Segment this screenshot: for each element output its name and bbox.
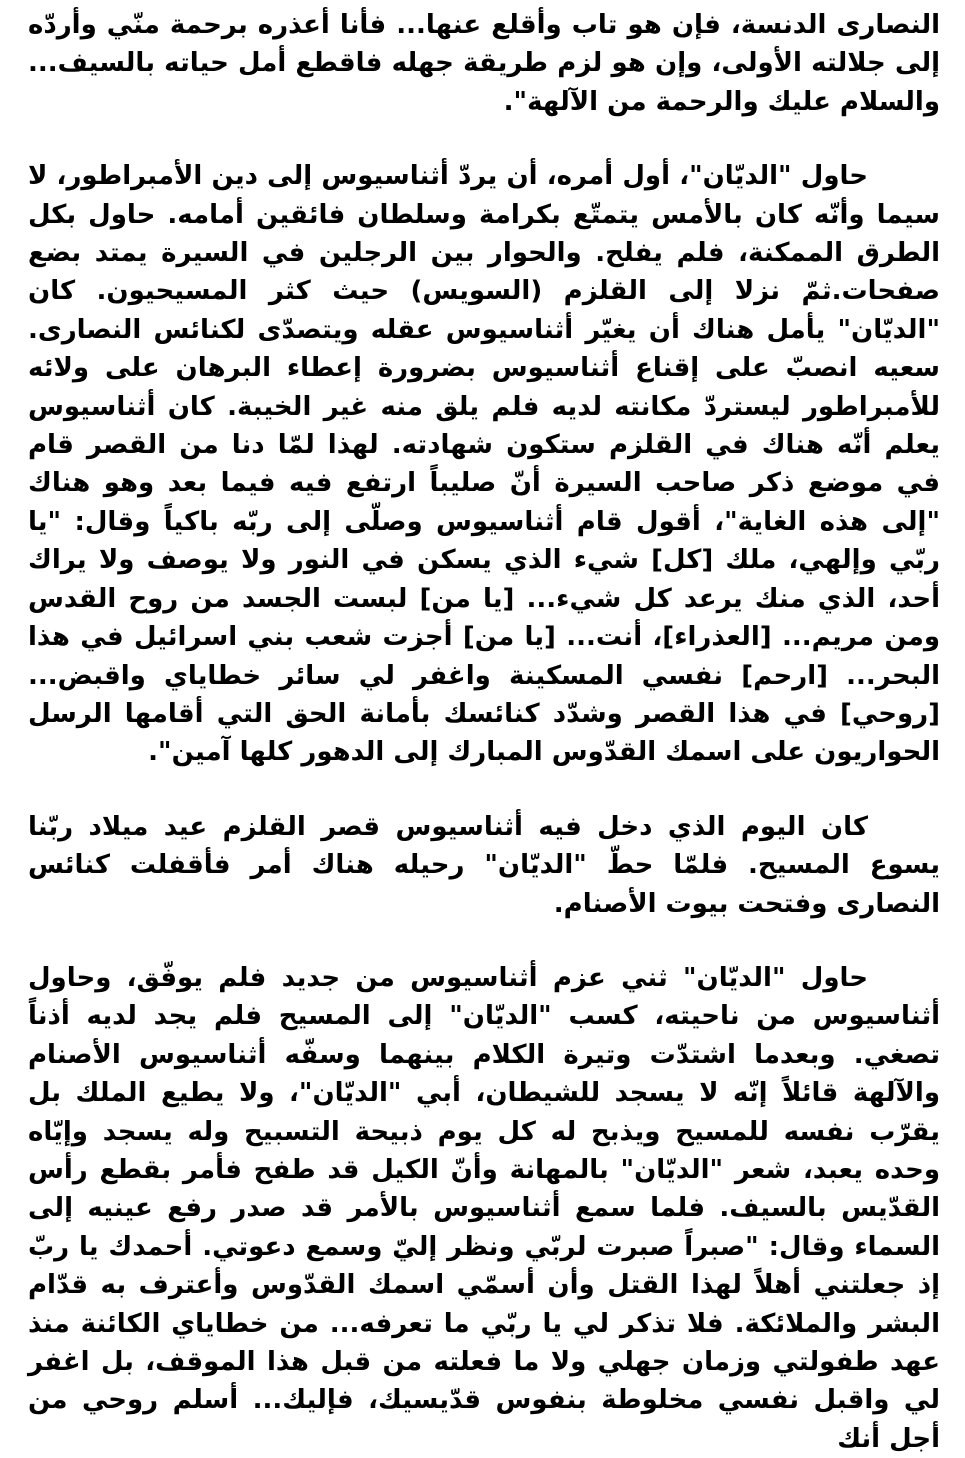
paragraph-gap bbox=[28, 121, 940, 157]
document-page bbox=[28, 6, 940, 1458]
paragraph-4: حاول "الديّان" ثني عزم أثناسيوس من جديد فلم يوفّق، وحاول أثناسيوس من ناحيته، كسب "الديّان" إلى المسيح فلم يجد لديه أذناً تصغي. وبعدما اشتدّت وتيرة الكلام بينهما وسفّه أثناسيوس الأصنام والآلهة قائلاً إنّه لا يسجد للشيطان، أبي "الديّان"، ولا يطيع الملك بل يقرّب نفسه للمسيح ويذبح له كل يوم ذبيحة التسبيح وله يسجد وإيّاه وحده يعبد، شعر "الديّان" بالمهانة وأنّ الكيل قد طفح فأمر بقطع رأس القدّيس بالسيف. فلما سمع أثناسيوس بالأمر قد صدر رفع عينيه إلى السماء وقال: "صبراً صبرت لربّي ونظر إليّ وسمع دعوتي. أحمدك يا ربّ إذ جعلتني أهلاً لهذا القتل وأن أسمّي اسمك القدّوس وأعترف به قدّام البشر والملائكة. فلا تذكر لي يا ربّي ما تعرفه... من خطاياي الكائنة منذ عهد طفولتي وزمان جهلي ولا ما فعلته من قبل هذا الموقف، بل اغفر لي واقبل نفسي مخلوطة بنفوس قدّيسيك، فإليك... أسلم روحي من أجل أنك bbox=[28, 962, 940, 1454]
paragraph-3: كان اليوم الذي دخل فيه أثناسيوس قصر القلزم عيد ميلاد ربّنا يسوع المسيح. فلمّا حطّ "الديّان" رحيله هناك أمر فأقفلت كنائس النصارى وفتحت بيوت الأصنام. bbox=[28, 811, 940, 919]
paragraph-gap bbox=[28, 923, 940, 959]
paragraph-gap bbox=[28, 772, 940, 808]
paragraph-1: النصارى الدنسة، فإن هو تاب وأقلع عنها... فأنا أعذره برحمة منّي وأردّه إلى جلالته الأولى، وإن هو لزم طريقة جهله فاقطع أمل حياته بالسيف... والسلام عليك والرحمة من الآلهة". bbox=[28, 10, 940, 117]
paragraph-2: حاول "الديّان"، أول أمره، أن يردّ أثناسيوس إلى دين الأمبراطور، لا سيما وأنّه كان بالأمس يتمتّع بكرامة وسلطان فائقين أمامه. حاول بكل الطرق الممكنة، فلم يفلح. والحوار بين الرجلين في السيرة يمتد بضع صفحات.ثمّ نزلا إلى القلزم (السويس) حيث كثر المسيحيون. كان "الديّان" يأمل هناك أن يغيّر أثناسيوس عقله ويتصدّى لكنائس النصارى. سعيه انصبّ على إقناع أثناسيوس بضرورة إعطاء البرهان على ولائه للأمبراطور ليستردّ مكانته لديه فلم يلق منه غير الخيبة. كان أثناسيوس يعلم أنّه هناك في القلزم ستكون شهادته. لهذا لمّا دنا من القصر قام في موضع ذكر صاحب السيرة أنّ صليباً ارتفع فيه فيما بعد وهو هناك "إلى هذه الغاية"، أقول قام أثناسيوس وصلّى إلى ربّه باكياً وقال: "يا ربّي وإلهي، ملك [كل] شيء الذي يسكن في النور ولا يوصف ولا يراك أحد، الذي منك يرعد كل شيء... [يا من] لبست الجسد من روح القدس ومن مريم... [العذراء]، أنت... [يا من] أجزت شعب بني اسرائيل في هذا البحر... [ارحم] نفسي المسكينة واغفر لي سائر خطاياي واقبض... [روحي] في هذا القصر وشدّد كنائسك بأمانة الحق التي أقامها الرسل الحواريون على اسمك القدّوس المبارك إلى الدهور كلها آمين". bbox=[28, 161, 940, 768]
